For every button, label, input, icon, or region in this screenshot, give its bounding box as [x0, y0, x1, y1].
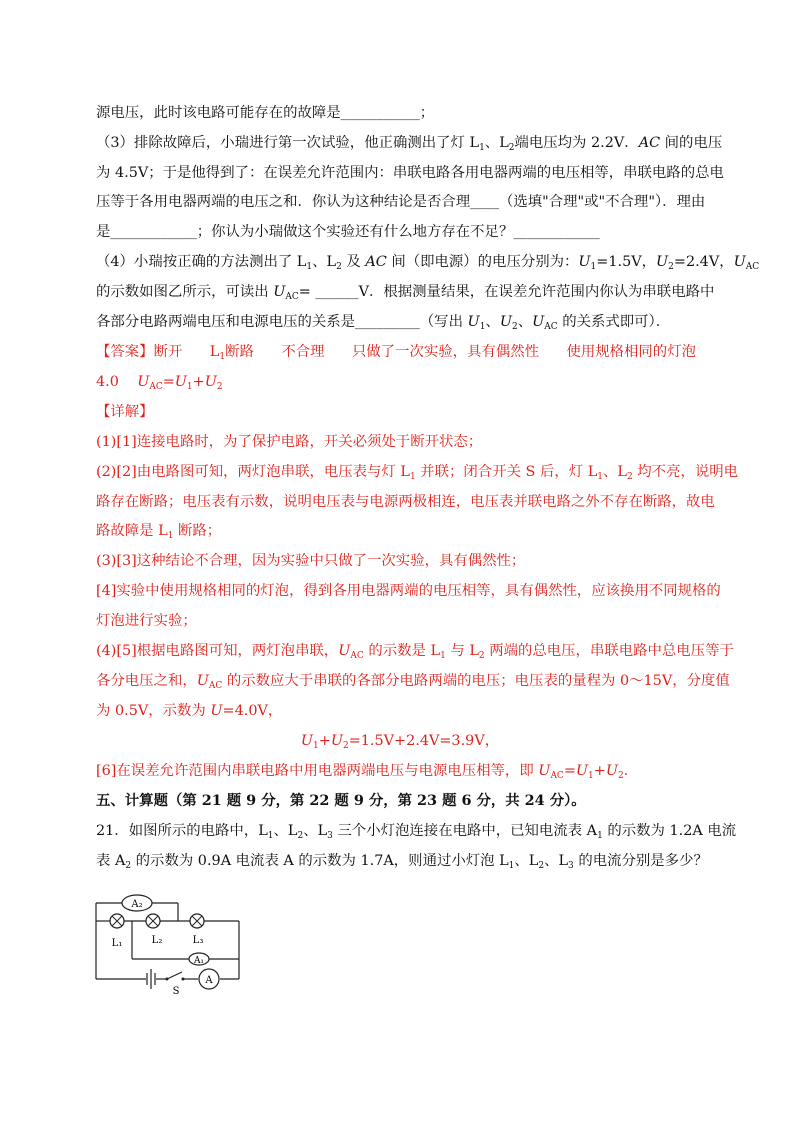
- lamp-l3: [190, 914, 204, 946]
- text-line: 【详解】: [96, 404, 154, 420]
- text-line: 五、计算题（第 21 题 9 分，第 22 题 9 分，第 23 题 6 分，共 24 分）。: [96, 792, 586, 809]
- ammeter-a1: [189, 953, 209, 966]
- circuit-diagram: [94, 883, 244, 995]
- svg-text:A₁: A₁: [193, 956, 205, 966]
- text-line: 表 $A_2$ 的示数为 0.9A 电流表 A 的示数为 1.7A，则通过小灯泡 $L_1$、$L_2$、$L_3$ 的电流分别是多少？: [96, 853, 708, 871]
- text-line: [6]在误差允许范围内串联电路中用电器两端电压与电源电压相等，即 $U_{AC}=U_1+U_2$．: [96, 763, 639, 781]
- text-line: 【答案】断开 $L_1$断路 不合理 只做了一次实验，具有偶然性 使用规格相同的灯泡: [96, 344, 696, 362]
- text-line: 源电压，此时该电路可能存在的故障是___________；: [96, 105, 435, 121]
- text-line: 是____________；你认为小瑞做这个实验还有什么地方存在不足？____________: [96, 224, 600, 240]
- text-line: 为 0.5V，示数为 U=4.0V，: [96, 703, 283, 719]
- text-line: 21．如图所示的电路中，$L_1$、$L_2$、$L_3$ 三个小灯泡连接在电路中，已知电流表 $A_1$ 的示数为 1.2A 电流: [96, 823, 737, 841]
- text-line: 路故障是 $L_1$ 断路；: [96, 523, 222, 541]
- ammeter-a2: [122, 895, 152, 911]
- ammeter-a: [199, 969, 219, 989]
- text-line: (3)[3]这种结论不合理，因为实验中只做了一次实验，具有偶然性；: [96, 553, 526, 569]
- text-line: (1)[1]连接电路时，为了保护电路，开关必须处于断开状态；: [96, 434, 483, 450]
- battery: [147, 969, 155, 989]
- text-line: (4)[5]根据电路图可知，两灯泡串联，$U_{AC}$ 的示数是 $L_1$ 与 $L_2$ 两端的总电压，串联电路中总电压等于: [96, 643, 734, 661]
- text-line: 的示数如图乙所示，可读出 $U_{AC}=$ ______V．根据测量结果，在误差允许范围内你认为串联电路中: [96, 284, 715, 302]
- text-line: （4）小瑞按正确的方法测出了 $L_1$、$L_2$ 及 AC 间（即电源）的电压分别为：$U_1=1.5V$，$U_2=2.4V$，$U_{AC}$: [96, 254, 760, 272]
- switch: [166, 972, 185, 995]
- text-line: $U_1+U_2=1.5V+2.4V=3.9V$，: [300, 733, 500, 751]
- lamp-l2: [146, 914, 162, 946]
- text-line: （3）排除故障后，小瑞进行第一次试验，他正确测出了灯 $L_1$、$L_2$端电压均为 2.2V．AC 间的电压: [96, 135, 723, 153]
- text-line: 各部分电路两端电压和电源电压的关系是_________（写出 $U_1$、$U_2$、$U_{AC}$ 的关系式即可）．: [96, 314, 671, 332]
- svg-text:S: S: [172, 986, 180, 995]
- lamp-l1: [110, 914, 124, 949]
- svg-text:A: A: [205, 975, 213, 986]
- text-line: [4]实验中使用规格相同的灯泡，得到各用电器两端的电压相等，具有偶然性，应该换用不同规格的: [96, 583, 721, 599]
- text-line: 各分电压之和，$U_{AC}$ 的示数应大于串联的各部分电路两端的电压；电压表的量程为 0～15V，分度值: [96, 673, 730, 691]
- svg-text:L₂: L₂: [151, 935, 163, 946]
- text-line: 压等于各用电器两端的电压之和．你认为这种结论是否合理____（选填"合理"或"不合理"）．理由: [96, 194, 706, 210]
- svg-text:L₃: L₃: [192, 935, 204, 946]
- svg-text:A₂: A₂: [131, 899, 143, 910]
- text-line: 路存在断路；电压表有示数，说明电压表与电源两极相连，电压表并联电路之外不存在断路，故电: [96, 494, 715, 510]
- text-line: 4.0 $U_{AC}=U_1+U_2$: [96, 374, 223, 392]
- text-line: 灯泡进行实验；: [96, 613, 197, 629]
- svg-text:L₁: L₁: [111, 938, 123, 949]
- text-line: (2)[2]由电路图可知，两灯泡串联，电压表与灯 $L_1$ 并联；闭合开关 S 后，灯 $L_1$、$L_2$ 均不亮，说明电: [96, 464, 739, 482]
- text-line: 为 4.5V；于是他得到了：在误差允许范围内：串联电路各用电器两端的电压相等，串联电路的总电: [96, 165, 724, 181]
